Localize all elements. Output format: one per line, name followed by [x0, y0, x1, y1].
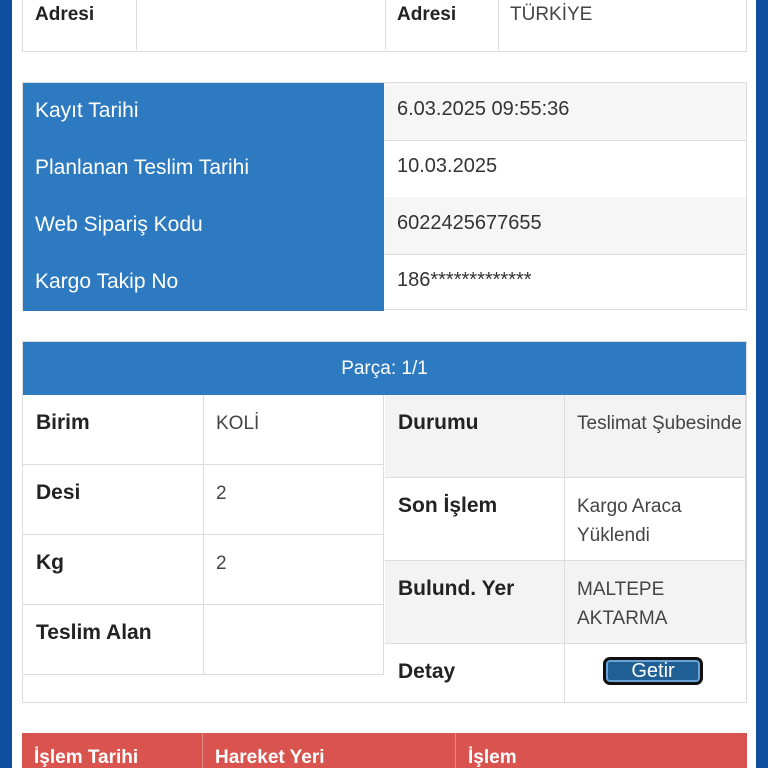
get-detail-button[interactable]: Getir	[603, 657, 703, 685]
desi-label: Desi	[23, 465, 204, 535]
info-row-planned-delivery	[23, 140, 746, 198]
detail-label: Detay	[385, 644, 565, 702]
shipment-detail-page	[12, 0, 756, 768]
kg-label: Kg	[23, 535, 204, 605]
received-by-value	[204, 605, 384, 675]
last-operation-value: Kargo Araca Yüklendi	[565, 478, 746, 561]
sender-address-value	[136, 0, 385, 4]
info-value: 6022425677655	[384, 197, 746, 254]
info-row-registration-date	[23, 83, 746, 141]
desi-value: 2	[204, 465, 384, 535]
info-row-tracking-number	[23, 254, 746, 311]
receiver-address-label: Adresi	[397, 4, 457, 25]
status-value: Teslimat Şubesinde	[565, 395, 746, 478]
info-row-web-order-code	[23, 197, 746, 255]
history-col-location: Hareket Yeri	[203, 733, 456, 768]
detail-cell	[565, 644, 746, 702]
info-label: Kargo Takip No	[23, 254, 384, 311]
location-label: Bulund. Yer	[385, 561, 565, 644]
info-label: Kayıt Tarihi	[23, 83, 384, 140]
sender-address-value-cell	[136, 0, 386, 50]
history-col-operation: İşlem	[468, 747, 517, 768]
kg-value: 2	[204, 535, 384, 605]
info-label: Planlanan Teslim Tarihi	[23, 140, 384, 197]
shipment-info-table	[22, 82, 747, 310]
receiver-address-value-cell	[498, 0, 746, 50]
unit-label: Birim	[23, 395, 204, 465]
status-label: Durumu	[385, 395, 565, 478]
info-value: 10.03.2025	[397, 155, 498, 177]
receiver-address-label-cell	[385, 0, 499, 50]
last-operation-label: Son İşlem	[385, 478, 565, 561]
unit-value: KOLİ	[204, 395, 384, 465]
received-by-label: Teslim Alan	[23, 605, 204, 675]
info-value: 186*************	[397, 269, 532, 291]
parcel-block	[22, 341, 747, 703]
history-table-header	[22, 733, 747, 768]
sender-address-label: Adresi	[35, 4, 95, 25]
receiver-address-value: TÜRKİYE	[510, 4, 593, 25]
history-col-date: İşlem Tarihi	[22, 733, 203, 768]
sender-address-label-cell	[23, 0, 137, 50]
info-label: Web Sipariş Kodu	[23, 197, 384, 254]
location-value: MALTEPE AKTARMA	[565, 561, 746, 644]
parcel-title: Parça: 1/1	[23, 342, 746, 395]
info-value: 6.03.2025 09:55:36	[384, 83, 746, 140]
address-row	[22, 0, 747, 52]
